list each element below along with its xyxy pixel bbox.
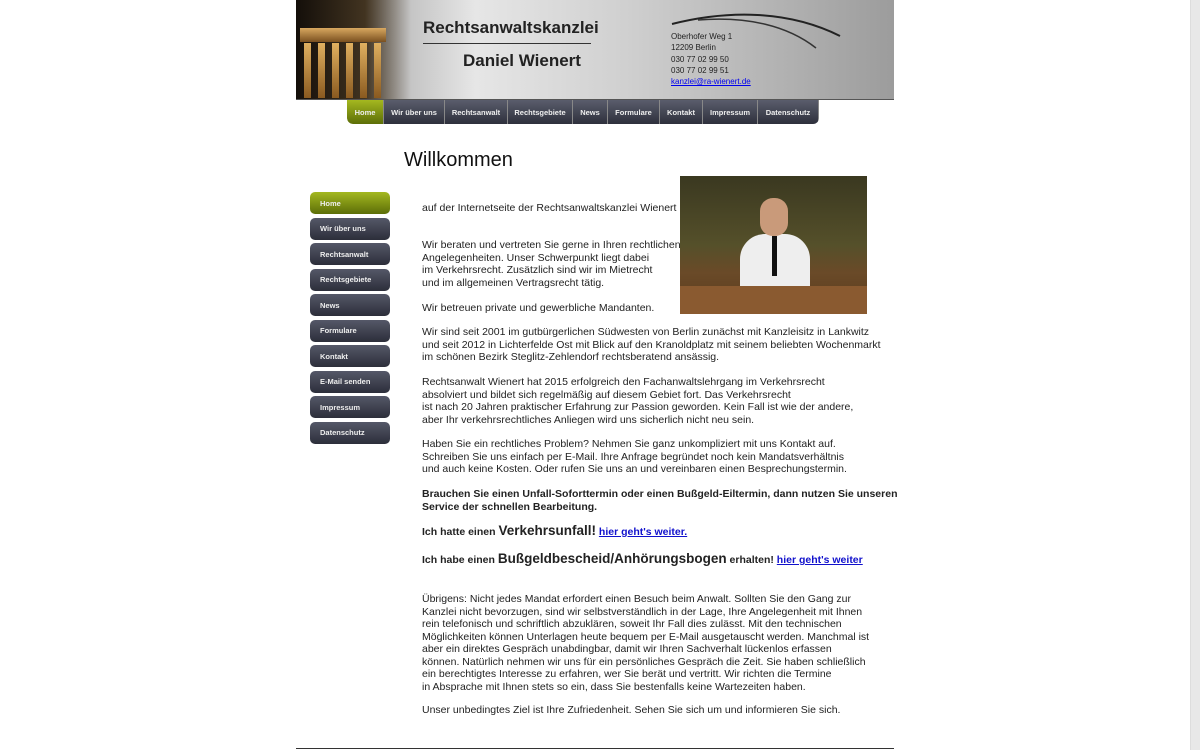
sidenav-item-e-mail-senden[interactable]: E-Mail senden <box>310 371 390 393</box>
top-navigation <box>347 100 819 124</box>
text-line: im schönen Bezirk Steglitz-Zehlendorf rechtsberatend ansässig. <box>422 351 720 363</box>
text-line: Brauchen Sie einen Unfall-Soforttermin oder einen Bußgeld-Eiltermin, dann nutzen Sie unseren <box>422 488 898 500</box>
text-line: in Absprache mit Ihnen stets so ein, dass Sie bestenfalls keine Wartezeiten haben. <box>422 680 806 693</box>
topnav-item-impressum[interactable]: Impressum <box>703 100 758 124</box>
brandenburg-gate-image <box>296 0 411 100</box>
topnav-item-datenschutz[interactable]: Datenschutz <box>758 100 819 124</box>
fine-line <box>422 553 863 567</box>
sidenav-item-rechtsanwalt[interactable]: Rechtsanwalt <box>310 243 390 265</box>
topnav-item-rechtsgebiete[interactable]: Rechtsgebiete <box>508 100 573 124</box>
text-line: können. Natürlich nehmen wir uns für ein persönliches Gespräch die Zeit. Sie haben schließlich <box>422 655 866 668</box>
paragraph-contact <box>422 438 847 476</box>
paragraph-specialization <box>422 376 853 426</box>
text-line: ist nach 20 Jahren praktischer Erfahrung zur Passion geworden. Kein Fall ist wie der andere, <box>422 401 854 413</box>
email-link[interactable]: kanzlei@ra-wienert.de <box>671 77 751 87</box>
phone: 030 77 02 99 50 <box>671 54 729 64</box>
paragraph-history <box>422 326 881 364</box>
page <box>296 0 898 750</box>
text-line: Schreiben Sie uns einfach per E-Mail. Ihre Anfrage begründet noch kein Mandatsverhältnis <box>422 450 844 463</box>
paragraph-closing: Unser unbedingtes Ziel ist Ihre Zufriedenheit. Sehen Sie sich um und informieren Sie sich. <box>422 704 841 716</box>
text-line: Service der schnellen Bearbeitung. <box>422 500 598 513</box>
paragraph-clients: Wir betreuen private und gewerbliche Mandanten. <box>422 302 655 314</box>
text-line: und im allgemeinen Vertragsrecht tätig. <box>422 276 605 289</box>
text-line: absolviert und bildet sich regelmäßig auf diesem Gebiet fort. Das Verkehrsrecht <box>422 388 791 401</box>
side-navigation <box>310 192 390 447</box>
street: Oberhofer Weg 1 <box>671 32 733 41</box>
text-line: Haben Sie ein rechtliches Problem? Nehmen Sie ganz unkompliziert mit uns Kontakt auf. <box>422 438 836 450</box>
topnav-item-home[interactable]: Home <box>347 100 384 124</box>
topnav-item-rechtsanwalt[interactable]: Rechtsanwalt <box>445 100 508 124</box>
text-line: und seit 2012 in Lichterfelde Ost mit Blick auf den Kranoldplatz mit seinem beliebten Wochenmarkt <box>422 338 881 351</box>
topnav-item-formulare[interactable]: Formulare <box>608 100 660 124</box>
fine-post: erhalten! <box>726 554 774 566</box>
text-line: im Verkehrsrecht. Zusätzlich sind wir im Mietrecht <box>422 264 653 276</box>
scrollbar[interactable] <box>1190 0 1200 750</box>
text-line: und auch keine Kosten. Oder rufen Sie uns an und vereinbaren einen Besprechungstermin. <box>422 463 847 475</box>
intro-text: auf der Internetseite der Rechtsanwaltskanzlei Wienert <box>422 202 677 214</box>
fine-pre: Ich habe einen <box>422 554 498 566</box>
topnav-item-news[interactable]: News <box>573 100 608 124</box>
text-line: Wir beraten und vertreten Sie gerne in Ihren rechtlichen <box>422 239 681 251</box>
sidenav-item-datenschutz[interactable]: Datenschutz <box>310 422 390 444</box>
text-line: Angelegenheiten. Unser Schwerpunkt liegt dabei <box>422 251 650 264</box>
sidenav-item-rechtsgebiete[interactable]: Rechtsgebiete <box>310 269 390 291</box>
fax: 030 77 02 99 51 <box>671 65 729 75</box>
text-line: Rechtsanwalt Wienert hat 2015 erfolgreich den Fachanwaltslehrgang im Verkehrsrecht <box>422 376 825 388</box>
text-line: rein telefonisch und schriftlich abzuklären, soweit Ihr Fall dies zulässt. Mit den technischen <box>422 618 842 630</box>
accident-link[interactable]: hier geht's weiter. <box>598 526 688 538</box>
address-block <box>671 31 751 87</box>
text-line: Möglichkeiten können Unterlagen heute bequem per E-Mail ausgetauscht werden. Manchmal ist <box>422 630 870 643</box>
text-line: aber Ihr verkehrsrechtliches Anliegen wird uns sicherlich nicht neu sein. <box>422 413 755 426</box>
topnav-item-kontakt[interactable]: Kontakt <box>660 100 703 124</box>
accident-pre: Ich hatte einen <box>422 526 499 538</box>
text-line: Übrigens: Nicht jedes Mandat erfordert einen Besuch beim Anwalt. Sollten Sie den Gang zur <box>422 593 851 605</box>
fine-link[interactable]: hier geht's weiter <box>776 554 863 566</box>
lawyer-photo <box>680 176 867 314</box>
sidenav-item-formulare[interactable]: Formulare <box>310 320 390 342</box>
topnav-item-wir-ber-uns[interactable]: Wir über uns <box>384 100 445 124</box>
accident-emphasis: Verkehrsunfall! <box>498 523 596 538</box>
title-divider <box>423 43 591 44</box>
sidenav-item-impressum[interactable]: Impressum <box>310 396 390 418</box>
footer-divider <box>296 748 894 749</box>
text-line: Kanzlei nicht bevorzugen, sind wir selbstverständlich in der Lage, Ihre Angelegenheit mit Ihnen <box>422 605 863 618</box>
sidenav-item-kontakt[interactable]: Kontakt <box>310 345 390 367</box>
city: 12209 Berlin <box>671 43 716 53</box>
sidenav-item-news[interactable]: News <box>310 294 390 316</box>
lawyer-name: Daniel Wienert <box>463 51 581 70</box>
header-banner <box>296 0 894 100</box>
text-line: aber ein direktes Gespräch unabdingbar, damit wir Ihren Sachverhalt lückenlos erfassen <box>422 643 832 655</box>
paragraph-services <box>422 239 681 289</box>
sidenav-item-home[interactable]: Home <box>310 192 390 214</box>
page-heading: Willkommen <box>404 149 513 171</box>
accident-line <box>422 525 687 539</box>
paragraph-remote <box>422 593 869 693</box>
paragraph-urgent <box>422 488 897 513</box>
fine-emphasis: Bußgeldbescheid/Anhörungsbogen <box>497 551 727 566</box>
text-line: ein berechtigtes Interesse zu erfahren, wer Sie berät und vertritt. Wir richten die Termine <box>422 668 832 680</box>
firm-title: Rechtsanwaltskanzlei <box>423 18 599 37</box>
text-line: Wir sind seit 2001 im gutbürgerlichen Südwesten von Berlin zunächst mit Kanzleisitz in Lankwitz <box>422 326 870 338</box>
sidenav-item-wir-ber-uns[interactable]: Wir über uns <box>310 218 390 240</box>
